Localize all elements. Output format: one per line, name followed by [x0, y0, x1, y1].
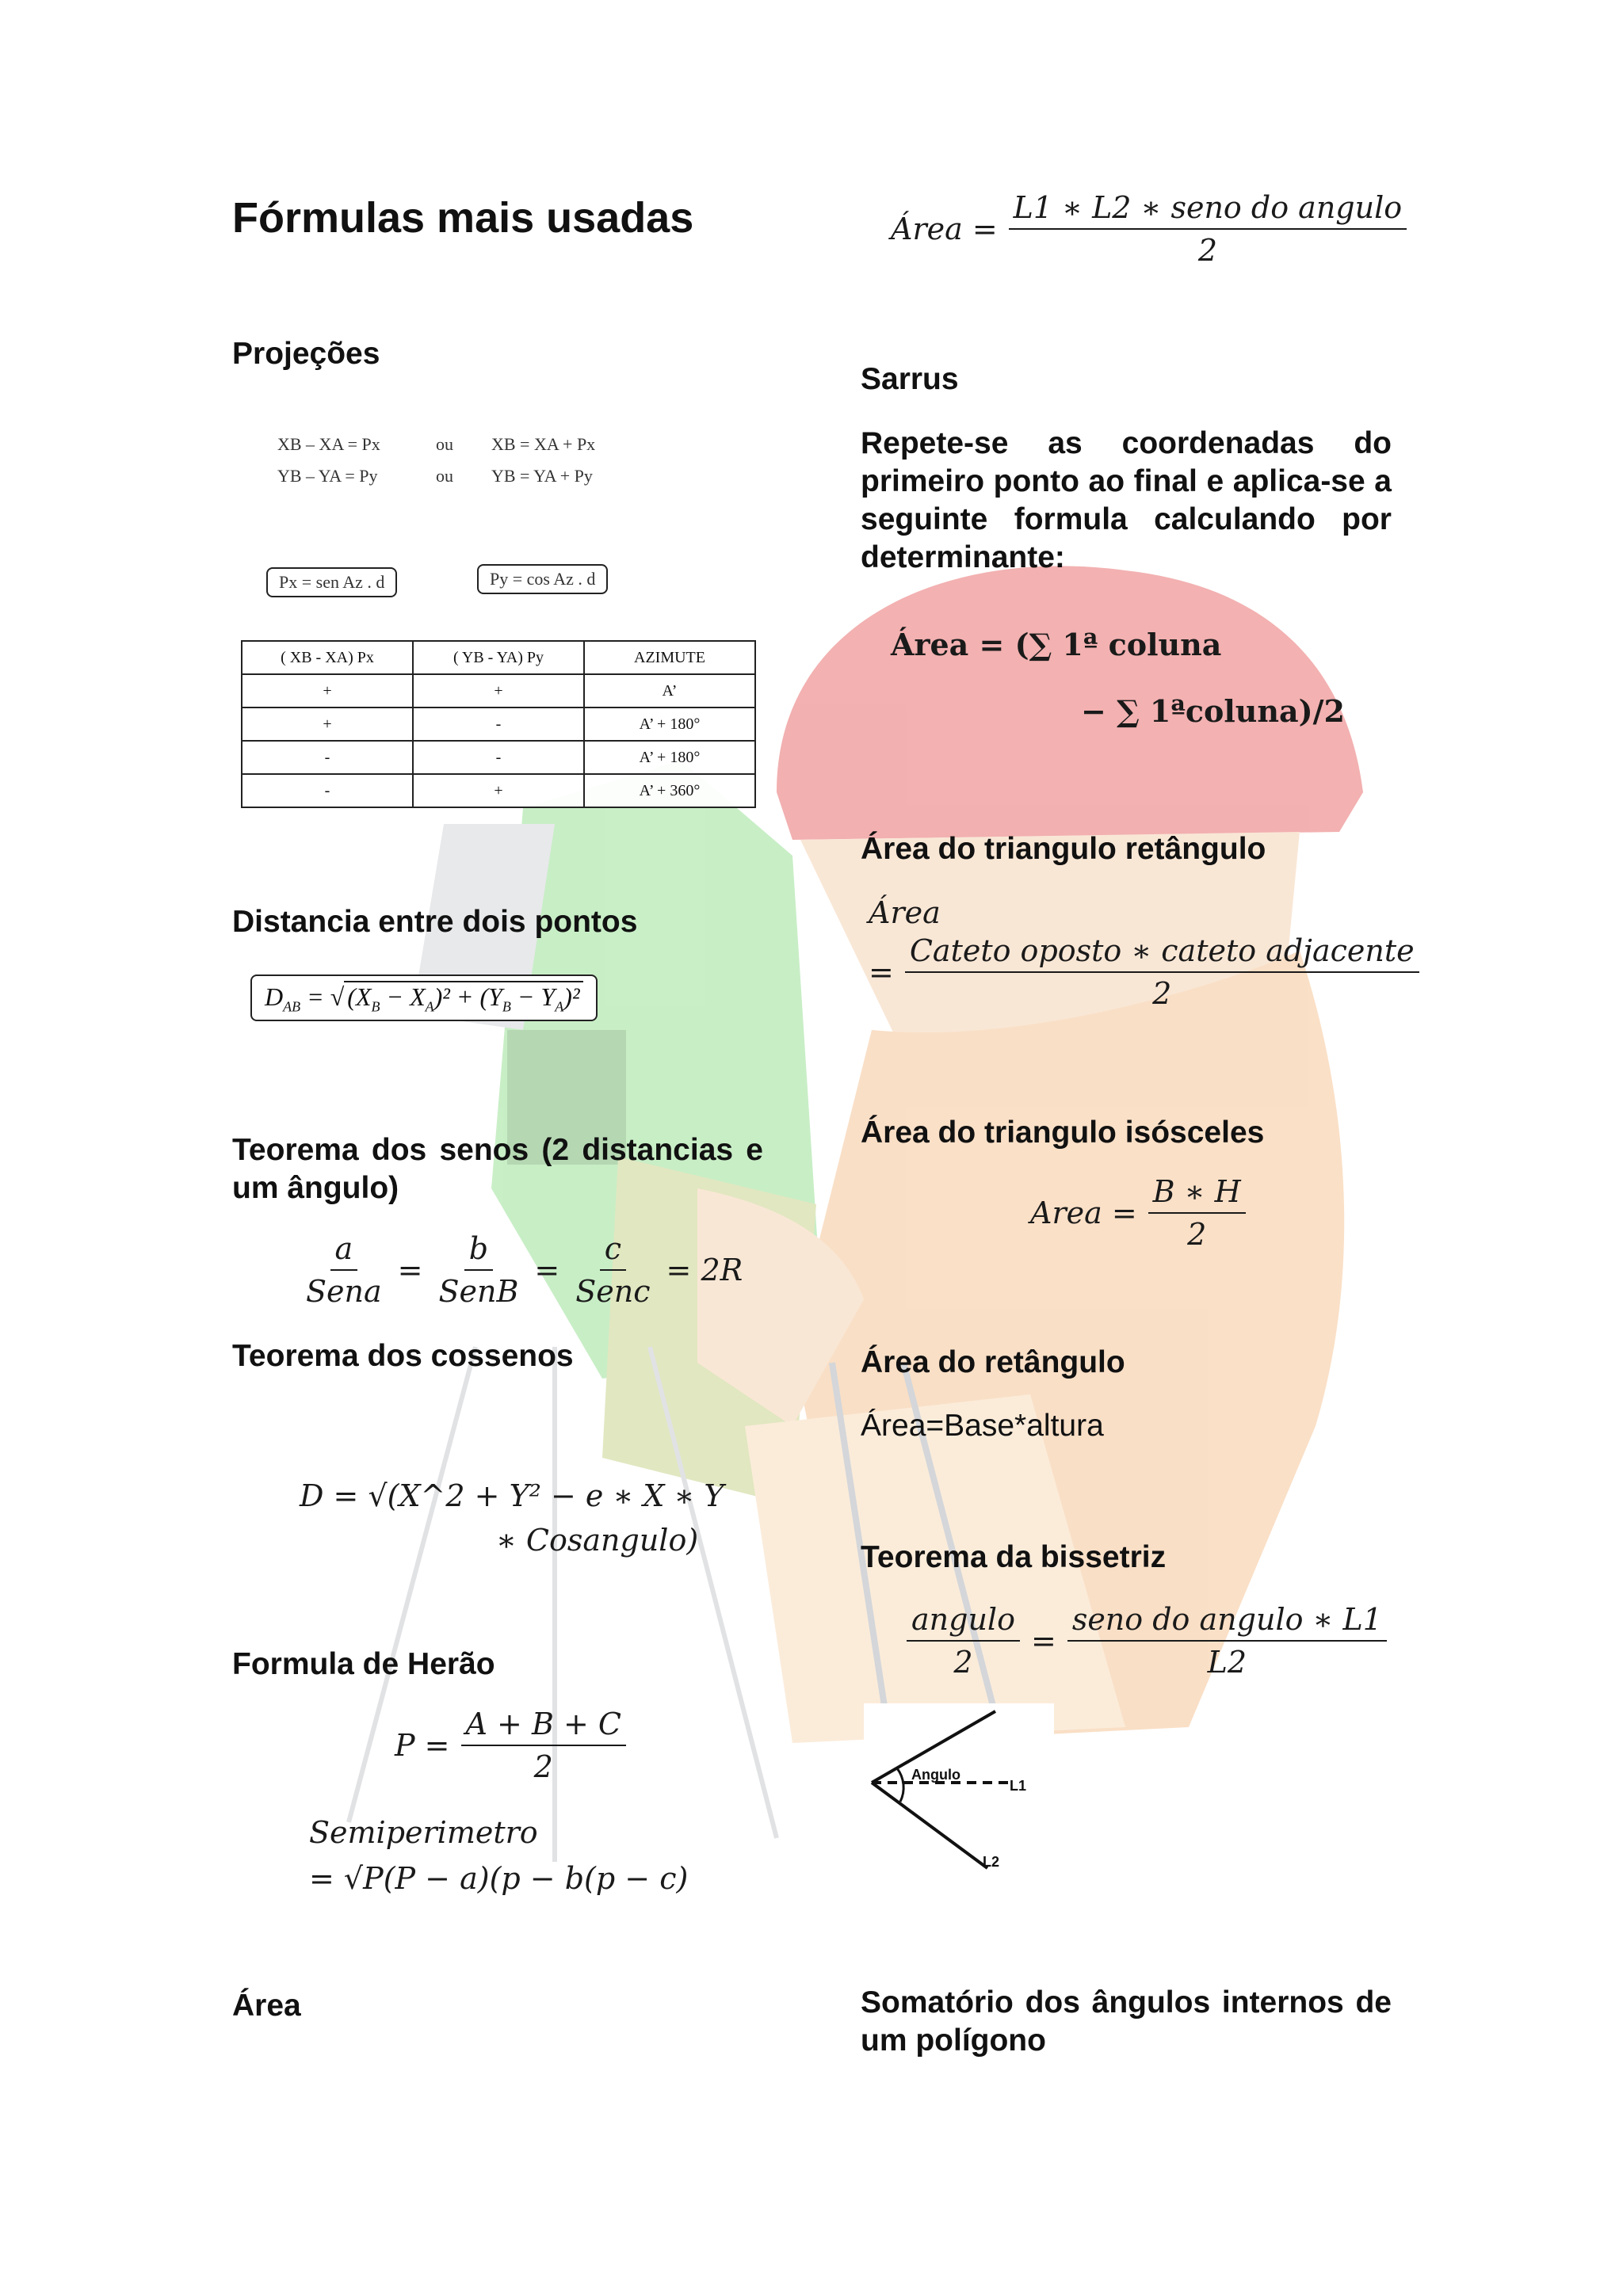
heading-projecoes: Projeções [232, 337, 380, 371]
heading-triangulo-isosceles: Área do triangulo isósceles [861, 1116, 1265, 1150]
semi-rhs: = √P(P − a)(p − b(p − c) [309, 1861, 689, 1896]
right-triangle-formula [869, 895, 1419, 1014]
equals: = [534, 1253, 560, 1287]
l1-label: L1 [1010, 1778, 1027, 1794]
angle-label: Angulo [911, 1767, 960, 1783]
table-row [242, 707, 755, 741]
heading-area: Área [232, 1989, 301, 2023]
frac-c [571, 1228, 655, 1312]
table-header: ( XB - XA) Px [242, 641, 413, 674]
azimuth-table [241, 640, 756, 808]
equals: = [397, 1253, 423, 1287]
iso-lhs: Area = [1030, 1196, 1137, 1230]
table-cell: + [413, 674, 584, 707]
eq-xb-xa: XB – XA = Px [277, 434, 380, 454]
frac-den: SenB [438, 1274, 519, 1309]
angle-arc [897, 1768, 903, 1802]
bis-frac-1 [907, 1599, 1020, 1683]
area-angle-formula [891, 187, 1407, 271]
eq-yb-sum: YB = YA + Py [491, 466, 593, 486]
equals: = [869, 955, 894, 990]
heron-p-lhs: P = [395, 1728, 450, 1763]
cosine-line-2: ∗ Cosangulo) [496, 1523, 699, 1558]
frac-den: 2 [1187, 1217, 1207, 1252]
sarrus-line-1: Área = (∑ 1ª coluna [891, 627, 1222, 662]
table-row [242, 774, 755, 807]
sine-law-formula [301, 1228, 743, 1312]
frac-num: c [600, 1228, 626, 1271]
heron-p-formula [395, 1703, 626, 1787]
table-cell: - [242, 741, 413, 774]
sarrus-formula [891, 612, 1345, 745]
table-cell: - [413, 707, 584, 741]
area-frac [1009, 187, 1407, 271]
heron-p-frac [461, 1703, 626, 1787]
frac-den: L2 [1207, 1645, 1247, 1680]
table-cell: A’ [584, 674, 755, 707]
frac-num: A + B + C [461, 1703, 626, 1746]
rhs-2r: = 2R [666, 1253, 743, 1287]
table-header: AZIMUTE [584, 641, 755, 674]
frac-b [434, 1228, 524, 1312]
eq-ou-1: ou [436, 434, 453, 454]
dist-sub: A [555, 998, 564, 1015]
heading-distancia: Distancia entre dois pontos [232, 905, 638, 939]
dist-lhs: D [265, 982, 284, 1011]
frac-den: 2 [953, 1645, 973, 1680]
cosine-law-formula [300, 1474, 724, 1562]
frac-num: seno do angulo ∗ L1 [1067, 1599, 1387, 1642]
table-header: ( YB - YA) Py [413, 641, 584, 674]
table-cell: + [242, 707, 413, 741]
dist-part: )² + (Y [433, 982, 502, 1011]
dist-part: )² [563, 982, 580, 1011]
table-cell: + [242, 674, 413, 707]
isosceles-formula [1030, 1171, 1246, 1255]
frac-den: Sena [306, 1274, 382, 1309]
dist-radicand [344, 981, 582, 1015]
area-lhs: Área = [891, 212, 998, 246]
frac-num: angulo [907, 1599, 1020, 1642]
semi-label: Semiperimetro [309, 1815, 538, 1850]
dist-part: (X [347, 982, 372, 1011]
rt-lhs: Área [869, 895, 941, 930]
frac-den: 2 [533, 1749, 553, 1784]
bisector-formula [907, 1599, 1387, 1683]
frac-den: 2 [1197, 233, 1217, 268]
table-header-row [242, 641, 755, 674]
eq-yb-ya: YB – YA = Py [277, 466, 378, 486]
frac-a [301, 1228, 387, 1312]
frac-num: b [464, 1228, 493, 1271]
heading-bissetriz: Teorema da bissetriz [861, 1540, 1167, 1574]
heading-somatorio: Somatório dos ângulos internos de um polígono [861, 1985, 1392, 2058]
px-formula-box: Px = sen Az . d [266, 567, 397, 597]
table-cell: A’ + 180° [584, 741, 755, 774]
heron-semiperimeter [309, 1810, 688, 1901]
projection-equations [277, 434, 626, 498]
dist-lhs-sub: AB [283, 998, 301, 1015]
frac-num: L1 ∗ L2 ∗ seno do angulo [1009, 187, 1407, 230]
bisector-diagram-svg [864, 1703, 1054, 1886]
page-title: Fórmulas mais usadas [232, 194, 694, 242]
heading-cossenos: Teorema dos cossenos [232, 1339, 574, 1373]
heading-triangulo-retangulo: Área do triangulo retângulo [861, 832, 1266, 866]
frac-num: Cateto oposto ∗ cateto adjacente [905, 930, 1419, 973]
l2-label: L2 [983, 1854, 1000, 1870]
table-row [242, 674, 755, 707]
sarrus-text: Repete-se as coordenadas do primeiro ponto ao final e aplica-se a seguinte formula calculando por determinante: [861, 426, 1392, 574]
table-cell: A’ + 180° [584, 707, 755, 741]
eq-ou-2: ou [436, 466, 453, 486]
heading-herao: Formula de Herão [232, 1647, 495, 1681]
rt-frac [905, 930, 1419, 1014]
angle-lower-ray [872, 1783, 987, 1868]
table-cell: - [242, 774, 413, 807]
cosine-line-1: D = √(X^2 + Y² − e ∗ X ∗ Y [300, 1478, 724, 1513]
iso-frac [1148, 1171, 1246, 1255]
dist-sub: A [425, 998, 434, 1015]
bis-frac-2 [1067, 1599, 1387, 1683]
table-cell: + [413, 774, 584, 807]
table-cell: - [413, 741, 584, 774]
frac-num: a [330, 1228, 358, 1271]
rectangle-formula: Área=Base*altura [861, 1409, 1104, 1443]
dist-part: − Y [510, 982, 556, 1011]
bisector-diagram [864, 1703, 1054, 1886]
heading-senos: Teorema dos senos (2 distancias e um ângulo) [232, 1133, 763, 1205]
equals: = [1030, 1623, 1056, 1658]
frac-num: B ∗ H [1148, 1171, 1246, 1214]
table-row [242, 741, 755, 774]
dist-sub: B [371, 998, 380, 1015]
distance-formula-box [250, 974, 598, 1021]
eq-xb-sum: XB = XA + Px [491, 434, 596, 454]
table-cell: A’ + 360° [584, 774, 755, 807]
dist-part: − X [380, 982, 426, 1011]
dist-eq: = √ [307, 982, 345, 1011]
frac-den: 2 [1152, 976, 1172, 1011]
dist-sub: B [502, 998, 511, 1015]
heading-retangulo: Área do retângulo [861, 1345, 1125, 1379]
frac-den: Senc [575, 1274, 651, 1309]
sarrus-line-2: − ∑ 1ªcoluna)/2 [1081, 693, 1345, 729]
heading-sarrus: Sarrus [861, 362, 959, 396]
py-formula-box: Py = cos Az . d [477, 564, 608, 594]
